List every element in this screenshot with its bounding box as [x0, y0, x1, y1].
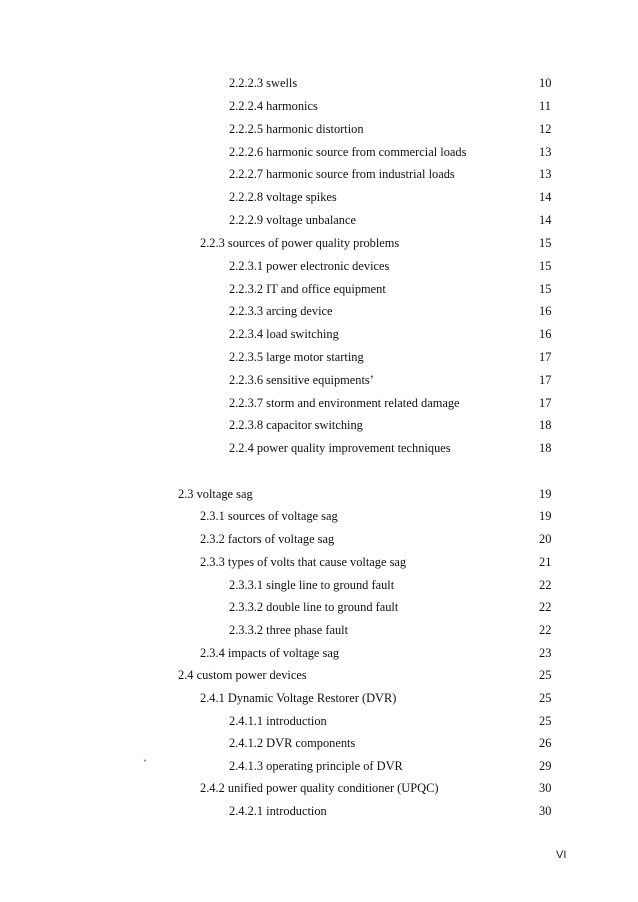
- toc-entry: [0, 711, 638, 731]
- toc-entry-page: 22: [539, 623, 552, 637]
- toc-entry-label: 2.2.2.7 harmonic source from industrial loads: [229, 167, 455, 181]
- stray-backtick-mark: `: [143, 757, 147, 771]
- toc-entry-page: 16: [539, 304, 552, 318]
- toc-entry-label: 2.2.2.6 harmonic source from commercial loads: [229, 145, 467, 159]
- toc-entry-page: 25: [539, 668, 552, 682]
- toc-entry-label: 2.3 voltage sag: [178, 487, 253, 501]
- toc-entry: [0, 256, 638, 276]
- toc-entry: [0, 279, 638, 299]
- toc-entry: [0, 187, 638, 207]
- toc-entry: [0, 210, 638, 230]
- toc-entry-label: 2.4.2.1 introduction: [229, 804, 327, 818]
- toc-entry: [0, 301, 638, 321]
- toc-entry-page: 11: [539, 99, 551, 113]
- toc-entry: [0, 233, 638, 253]
- toc-entry: [0, 142, 638, 162]
- toc-entry-page: 13: [539, 167, 552, 181]
- toc-entry-label: 2.4.1.1 introduction: [229, 714, 327, 728]
- toc-entry: [0, 756, 638, 776]
- toc-entry-label: 2.3.3.2 three phase fault: [229, 623, 349, 637]
- toc-entry-label: 2.3.2 factors of voltage sag: [200, 532, 335, 546]
- toc-entry: [0, 438, 638, 458]
- toc-entry-label: 2.4.1 Dynamic Voltage Restorer (DVR): [200, 691, 397, 705]
- toc-entry-page: 21: [539, 555, 552, 569]
- toc-entry-page: 10: [539, 76, 552, 90]
- toc-entry-label: 2.3.4 impacts of voltage sag: [200, 646, 340, 660]
- toc-entry-page: 14: [539, 213, 552, 227]
- toc-entry: [0, 506, 638, 526]
- toc-entry-page: 23: [539, 646, 552, 660]
- toc-entry-label: 2.2.3.6 sensitive equipments’: [229, 373, 374, 387]
- toc-entry-label: 2.2.3.4 load switching: [229, 327, 339, 341]
- toc-entry: [0, 324, 638, 344]
- toc-entry: [0, 688, 638, 708]
- toc-entry-page: 22: [539, 600, 552, 614]
- toc-entry-page: 25: [539, 691, 552, 705]
- toc-entry: [0, 370, 638, 390]
- toc-entry-page: 16: [539, 327, 552, 341]
- toc-entry-label: 2.4.1.3 operating principle of DVR: [229, 759, 403, 773]
- toc-entry: [0, 393, 638, 413]
- toc-entry-label: 2.2.3.3 arcing device: [229, 304, 333, 318]
- toc-entry: [0, 164, 638, 184]
- toc-entry: [0, 597, 638, 617]
- toc-entry-page: 17: [539, 396, 552, 410]
- toc-entry-label: 2.4.1.2 DVR components: [229, 736, 356, 750]
- toc-entry: [0, 643, 638, 663]
- toc-entry-page: 29: [539, 759, 552, 773]
- toc-entry-page: 19: [539, 509, 552, 523]
- toc-entry-page: 17: [539, 373, 552, 387]
- toc-entry: [0, 529, 638, 549]
- toc-entry-page: 30: [539, 781, 552, 795]
- toc-entry-label: 2.2.3 sources of power quality problems: [200, 236, 400, 250]
- toc-entry-page: 25: [539, 714, 552, 728]
- page-number: VI: [556, 849, 567, 861]
- toc-entry-label: 2.2.2.8 voltage spikes: [229, 190, 337, 204]
- toc-entry-label: 2.2.4 power quality improvement techniques: [229, 441, 451, 455]
- toc-entry-page: 13: [539, 145, 552, 159]
- toc-entry-label: 2.2.2.4 harmonics: [229, 99, 318, 113]
- toc-entry-page: 14: [539, 190, 552, 204]
- toc-entry: [0, 484, 638, 504]
- toc-entry: [0, 415, 638, 435]
- toc-entry-page: 18: [539, 441, 552, 455]
- toc-entry: [0, 96, 638, 116]
- toc-entry-page: 30: [539, 804, 552, 818]
- toc-entry-label: 2.3.1 sources of voltage sag: [200, 509, 338, 523]
- toc-entry-page: 22: [539, 578, 552, 592]
- toc-entry-page: 26: [539, 736, 552, 750]
- toc-entry: [0, 73, 638, 93]
- toc-entry-label: 2.2.2.5 harmonic distortion: [229, 122, 364, 136]
- toc-entry-page: 12: [539, 122, 552, 136]
- toc-entry-page: 17: [539, 350, 552, 364]
- toc-entry-page: 15: [539, 282, 552, 296]
- toc-entry-label: 2.2.3.1 power electronic devices: [229, 259, 390, 273]
- toc-entry: [0, 801, 638, 821]
- toc-entry-label: 2.3.3 types of volts that cause voltage sag: [200, 555, 407, 569]
- toc-entry: [0, 119, 638, 139]
- toc-entry-page: 18: [539, 418, 552, 432]
- toc-entry-label: 2.3.3.1 single line to ground fault: [229, 578, 395, 592]
- toc-entry-label: 2.4.2 unified power quality conditioner (UPQC): [200, 781, 439, 795]
- toc-entry-page: 20: [539, 532, 552, 546]
- toc-entry-label: 2.2.3.7 storm and environment related damage: [229, 396, 460, 410]
- toc-entry: [0, 620, 638, 640]
- toc-entry-page: 19: [539, 487, 552, 501]
- toc-entry-page: 15: [539, 236, 552, 250]
- toc-entry: [0, 347, 638, 367]
- toc-entry: [0, 665, 638, 685]
- toc-entry: [0, 778, 638, 798]
- toc-entry-page: 15: [539, 259, 552, 273]
- toc-entry-label: 2.2.3.2 IT and office equipment: [229, 282, 386, 296]
- toc-entry-label: 2.2.2.9 voltage unbalance: [229, 213, 356, 227]
- toc-entry: [0, 552, 638, 572]
- toc-entry-label: 2.2.3.5 large motor starting: [229, 350, 364, 364]
- toc-entry-label: 2.2.2.3 swells: [229, 76, 298, 90]
- toc-entry-label: 2.3.3.2 double line to ground fault: [229, 600, 399, 614]
- toc-entry: [0, 575, 638, 595]
- toc-entry-label: 2.4 custom power devices: [178, 668, 307, 682]
- toc-entry-label: 2.2.3.8 capacitor switching: [229, 418, 363, 432]
- toc-entry: [0, 733, 638, 753]
